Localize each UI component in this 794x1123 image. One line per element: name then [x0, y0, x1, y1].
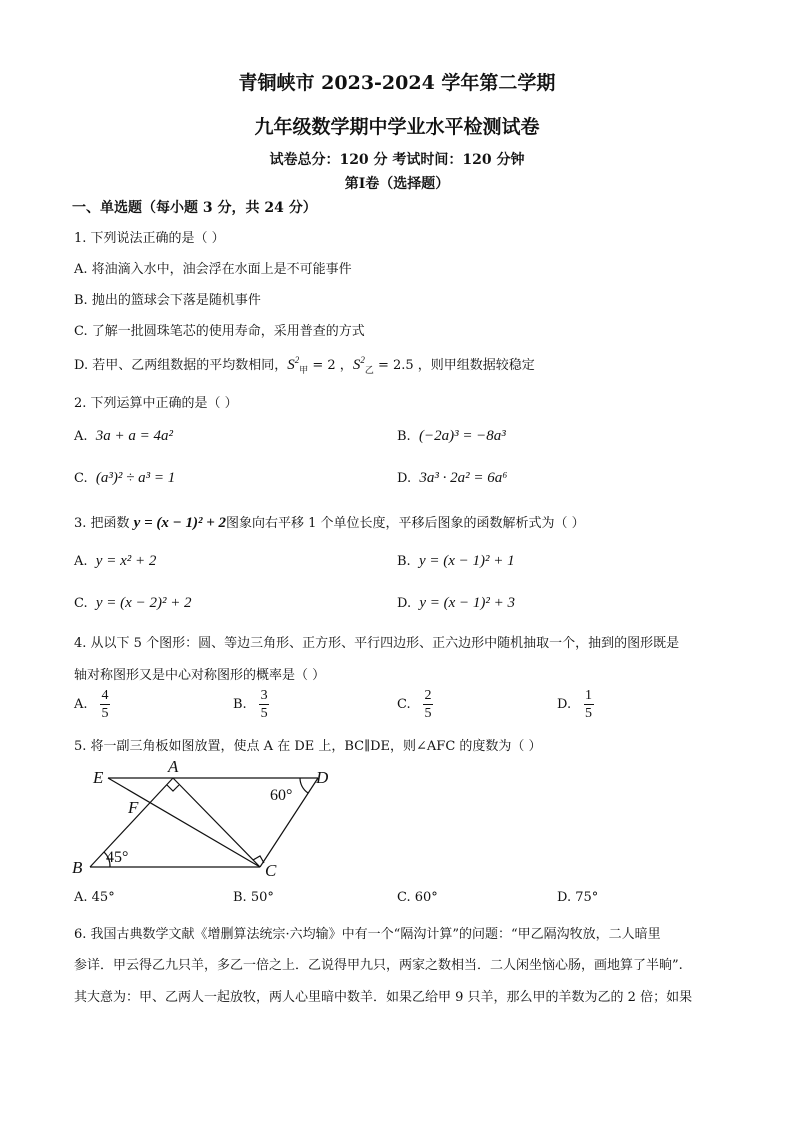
q3-b-expr: y = (x − 1)² + 1: [418, 553, 515, 569]
q1-d-prefix: D. 若甲、乙两组数据的平均数相同，: [74, 358, 288, 373]
angle-label-d: 60°: [270, 787, 293, 804]
q5-option-a: A. 45°: [74, 890, 115, 905]
q1-option-d: [74, 354, 535, 376]
q2-b-expr: (−2a)³ = −8a³: [418, 428, 506, 444]
q2-option-a: A. 3a + a = 4a²: [74, 428, 174, 444]
q3-a-expr: y = x² + 2: [95, 553, 157, 569]
q2-d-expr: 3a³ · 2a² = 6a⁶: [419, 470, 508, 486]
q1-option-c: C. 了解一批圆珠笔芯的使用寿命，采用普查的方式: [74, 324, 365, 339]
q4-option-d: D. $\frac{1}{5}$: [557, 688, 592, 721]
q5-option-c: C. 60°: [397, 890, 438, 905]
line-ac: [173, 778, 260, 867]
q4-stem-line-1: 4. 从以下 5 个图形：圆、等边三角形、正方形、平行四边形、正六边形中随机抽取一个，抽到的图形既是: [74, 636, 680, 651]
q2-c-expr: (a³)² ÷ a³ = 1: [95, 470, 176, 486]
q1-option-a: A. 将油滴入水中，油会浮在水面上是不可能事件: [74, 262, 352, 277]
exam-info: 试卷总分：120 分 考试时间：120 分钟: [269, 152, 525, 168]
q4-stem-line-2: 轴对称图形又是中心对称图形的概率是（ ）: [74, 668, 326, 683]
q4-option-c: C. $\frac{2}{5}$: [397, 688, 432, 721]
title-line-2: 九年级数学期中学业水平检测试卷: [254, 116, 540, 138]
label-f: F: [128, 798, 139, 817]
q3-option-b: B. y = (x − 1)² + 1: [397, 553, 515, 569]
q3-stem: 3. 把函数 y = (x − 1)² + 2图象向右平移 1 个单位长度，平移后图象的函数解析式为（ ）: [74, 515, 585, 531]
q1-stem: 1. 下列说法正确的是（ ）: [74, 231, 225, 246]
q3-option-c: C. y = (x − 2)² + 2: [74, 595, 192, 611]
q6-line-2: 参详．甲云得乙九只羊，多乙一倍之上．乙说得甲九只，两家之数相当．二人闲坐恼心肠，画地算了半晌”.: [74, 958, 683, 973]
q3-stem-expr: y = (x − 1)² + 2: [133, 515, 227, 531]
q1-d-eq1: = 2 ，: [308, 358, 353, 373]
q2-option-d: D. 3a³ · 2a² = 6a⁶: [397, 470, 508, 486]
q3-option-a: A. y = x² + 2: [74, 553, 157, 569]
q4-option-a: A. $\frac{4}{5}$: [74, 688, 109, 721]
q1-option-b: B. 抛出的篮球会下落是随机事件: [74, 293, 261, 308]
q5-option-d: D. 75°: [557, 890, 599, 905]
title-line-1: 青铜峡市 2023-2024 学年第二学期: [238, 72, 556, 94]
q3-option-d: D. y = (x − 1)² + 3: [397, 595, 516, 611]
q4-option-b: B. $\frac{3}{5}$: [233, 688, 268, 721]
q4-d-fraction: $\frac{1}{5}$: [585, 688, 592, 721]
q1-d-s1: $S^2_甲$: [287, 355, 309, 375]
q2-option-c: C. (a³)² ÷ a³ = 1: [74, 470, 176, 486]
q4-b-fraction: $\frac{3}{5}$: [260, 688, 268, 721]
angle-arc-d: [300, 778, 308, 793]
q5-option-b: B. 50°: [233, 890, 274, 905]
angle-label-b: 45°: [106, 849, 129, 866]
q3-d-expr: y = (x − 1)² + 3: [419, 595, 516, 611]
q5-figure: [60, 756, 360, 882]
label-c: C: [265, 861, 277, 880]
q3-c-expr: y = (x − 2)² + 2: [95, 595, 192, 611]
q1-d-eq2: = 2.5 ，则甲组数据较稳定: [373, 358, 535, 373]
label-d: D: [316, 768, 329, 787]
label-e: E: [93, 768, 104, 787]
q1-d-s2: $S^2_乙$: [352, 355, 374, 375]
q4-c-fraction: $\frac{2}{5}$: [424, 688, 432, 721]
q2-stem: 2. 下列运算中正确的是（ ）: [74, 396, 238, 411]
q6-line-3: 其大意为：甲、乙两人一起放牧，两人心里暗中数羊．如果乙给甲 9 只羊，那么甲的羊数为乙的 2 倍；如果: [74, 990, 693, 1005]
volume-title: 第Ⅰ卷（选择题）: [344, 176, 450, 192]
q2-option-b: B. (−2a)³ = −8a³: [397, 428, 506, 444]
q5-stem: 5. 将一副三角板如图放置，使点 A 在 DE 上，BC∥DE，则∠AFC 的度数为（ ）: [74, 739, 542, 754]
right-angle-a: [167, 785, 179, 791]
q4-a-fraction: $\frac{4}{5}$: [101, 688, 109, 721]
label-a: A: [168, 757, 179, 776]
section-heading: 一、单选题（每小题 3 分，共 24 分）: [72, 200, 317, 216]
q2-a-expr: 3a + a = 4a²: [95, 428, 174, 444]
label-b: B: [72, 858, 83, 877]
q6-line-1: 6. 我国古典数学文献《增删算法统宗·六均输》中有一个“隔沟计算”的问题：“甲乙隔沟牧放，二人暗里: [74, 927, 661, 942]
